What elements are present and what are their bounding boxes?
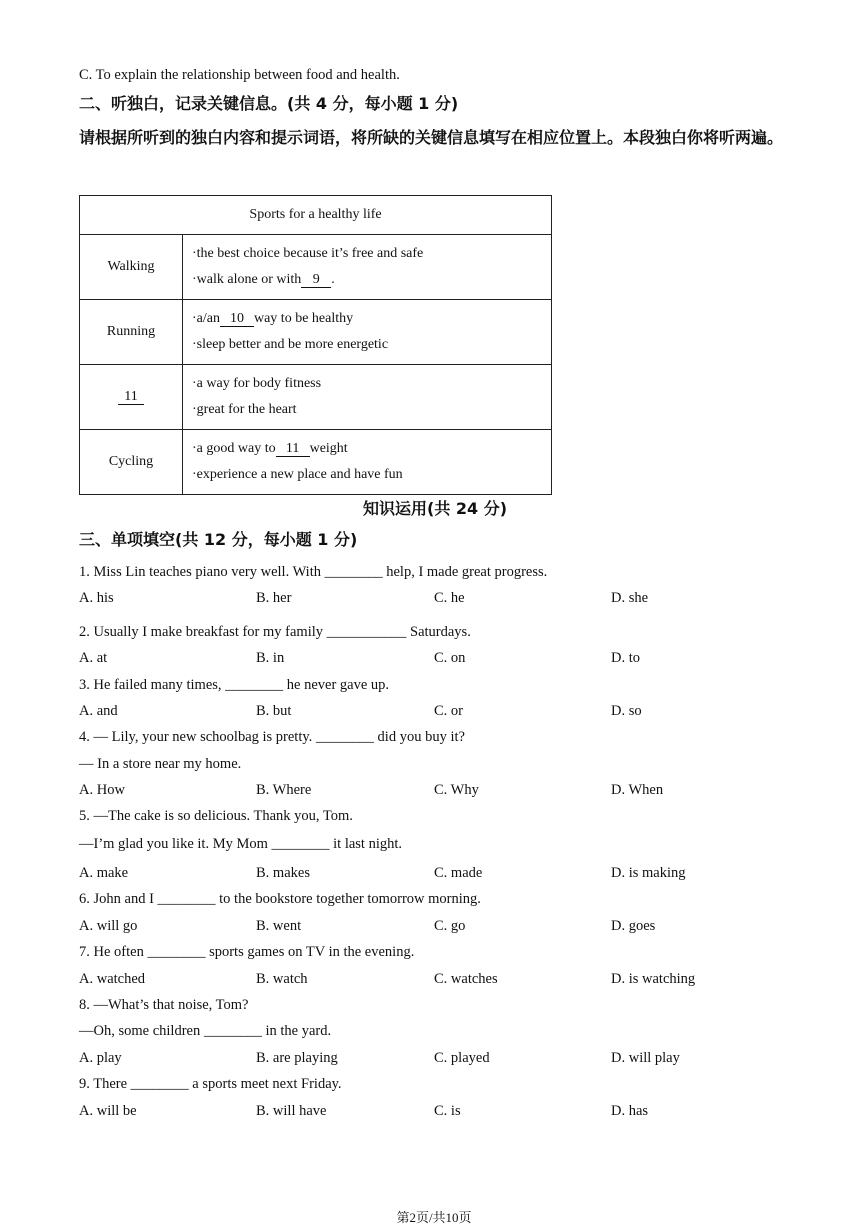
knowledge-section-title: 知识运用(共 24 分): [363, 499, 508, 518]
option-b[interactable]: B. are playing: [256, 1050, 338, 1066]
detail-line: ·sleep better and be more energetic: [192, 337, 389, 352]
option-c[interactable]: C. watches: [434, 971, 498, 987]
options-row: [79, 917, 779, 935]
options-row: [79, 864, 779, 882]
question-7: 7. He often ________ sports games on TV in the evening.: [79, 944, 415, 960]
option-d[interactable]: D. When: [611, 782, 664, 798]
question-5: 5. —The cake is so delicious. Thank you, Tom.: [79, 808, 353, 824]
table-title: Sports for a healthy life: [80, 196, 552, 235]
question-5-reply: —I’m glad you like it. My Mom ________ it last night.: [79, 836, 403, 852]
option-b[interactable]: B. makes: [256, 865, 310, 881]
option-c[interactable]: C. or: [434, 703, 463, 719]
details-cell: [183, 365, 552, 430]
category-cell: [80, 365, 183, 430]
previous-question-option-c: C. To explain the relationship between food and health.: [79, 67, 400, 83]
question-8-reply: —Oh, some children ________ in the yard.: [79, 1023, 332, 1039]
options-row: [79, 970, 779, 988]
table-row: [80, 430, 552, 495]
detail-text: ·walk alone or with: [192, 272, 302, 287]
detail-text: ·a/an: [192, 311, 220, 326]
options-row: [79, 781, 779, 799]
option-c[interactable]: C. made: [434, 865, 483, 881]
question-4-reply: — In a store near my home.: [79, 756, 242, 772]
option-c[interactable]: C. he: [434, 590, 465, 606]
option-a[interactable]: A. make: [79, 865, 129, 881]
option-c[interactable]: C. on: [434, 650, 466, 666]
option-c[interactable]: C. played: [434, 1050, 490, 1066]
question-2: 2. Usually I make breakfast for my family ___________ Saturdays.: [79, 624, 471, 640]
option-a[interactable]: A. How: [79, 782, 125, 798]
option-a[interactable]: A. and: [79, 703, 118, 719]
detail-text: ·a good way to: [192, 441, 276, 456]
detail-text: way to be healthy: [253, 311, 354, 326]
option-a[interactable]: A. at: [79, 650, 108, 666]
option-d[interactable]: D. goes: [611, 918, 656, 934]
detail-line: ·the best choice because it’s free and safe: [192, 246, 424, 261]
details-cell: [183, 300, 552, 365]
question-6: 6. John and I ________ to the bookstore together tomorrow morning.: [79, 891, 481, 907]
notes-table: [79, 195, 552, 495]
section3-heading: 三、单项填空(共 12 分，每小题 1 分): [79, 530, 358, 549]
option-d[interactable]: D. will play: [611, 1050, 680, 1066]
table-row: [80, 300, 552, 365]
detail-line: [192, 306, 551, 332]
table-row: [80, 365, 552, 430]
option-b[interactable]: B. Where: [256, 782, 312, 798]
option-a[interactable]: A. will be: [79, 1103, 137, 1119]
detail-line: ·great for the heart: [192, 402, 297, 417]
option-c[interactable]: C. Why: [434, 782, 479, 798]
answer-blank-10[interactable]: 10: [220, 311, 254, 327]
category-cell: Walking: [80, 235, 183, 300]
option-d[interactable]: D. she: [611, 590, 649, 606]
category-cell: Cycling: [80, 430, 183, 495]
option-c[interactable]: C. is: [434, 1103, 461, 1119]
option-b[interactable]: B. her: [256, 590, 292, 606]
detail-line: [192, 436, 551, 462]
option-b[interactable]: B. went: [256, 918, 302, 934]
options-row: [79, 1102, 779, 1120]
answer-blank-9[interactable]: 9: [301, 272, 331, 288]
option-a[interactable]: A. will go: [79, 918, 138, 934]
details-cell: [183, 235, 552, 300]
detail-line: [192, 267, 551, 293]
option-d[interactable]: D. to: [611, 650, 640, 666]
table-row: [80, 235, 552, 300]
question-3: 3. He failed many times, ________ he never gave up.: [79, 677, 390, 693]
section2-instruction: 请根据所听到的独白内容和提示词语，将所缺的关键信息填写在相应位置上。本段独白你将听两遍。: [79, 128, 784, 147]
option-d[interactable]: D. so: [611, 703, 642, 719]
question-4: 4. — Lily, your new schoolbag is pretty. ________ did you buy it?: [79, 729, 465, 745]
options-row: [79, 702, 779, 720]
options-row: [79, 589, 779, 607]
details-cell: [183, 430, 552, 495]
section2-heading: 二、听独白，记录关键信息。(共 4 分，每小题 1 分): [79, 94, 459, 113]
option-d[interactable]: D. is making: [611, 865, 686, 881]
answer-blank-11[interactable]: 11: [118, 389, 144, 405]
detail-text: weight: [309, 441, 348, 456]
question-1: 1. Miss Lin teaches piano very well. With ________ help, I made great progress.: [79, 564, 548, 580]
option-c[interactable]: C. go: [434, 918, 466, 934]
option-b[interactable]: B. watch: [256, 971, 308, 987]
page-number: 第2页/共10页: [396, 1210, 472, 1225]
option-a[interactable]: A. play: [79, 1050, 122, 1066]
detail-line: ·experience a new place and have fun: [192, 467, 403, 482]
answer-blank-12[interactable]: 11: [276, 441, 310, 457]
options-row: [79, 1049, 779, 1067]
option-a[interactable]: A. his: [79, 590, 114, 606]
question-8: 8. —What’s that noise, Tom?: [79, 997, 249, 1013]
option-d[interactable]: D. has: [611, 1103, 649, 1119]
options-row: [79, 649, 779, 667]
option-b[interactable]: B. will have: [256, 1103, 327, 1119]
option-b[interactable]: B. in: [256, 650, 285, 666]
option-a[interactable]: A. watched: [79, 971, 146, 987]
detail-text: .: [331, 272, 335, 287]
option-b[interactable]: B. but: [256, 703, 292, 719]
question-9: 9. There ________ a sports meet next Friday.: [79, 1076, 342, 1092]
detail-line: ·a way for body fitness: [192, 376, 322, 391]
option-d[interactable]: D. is watching: [611, 971, 696, 987]
category-cell: Running: [80, 300, 183, 365]
